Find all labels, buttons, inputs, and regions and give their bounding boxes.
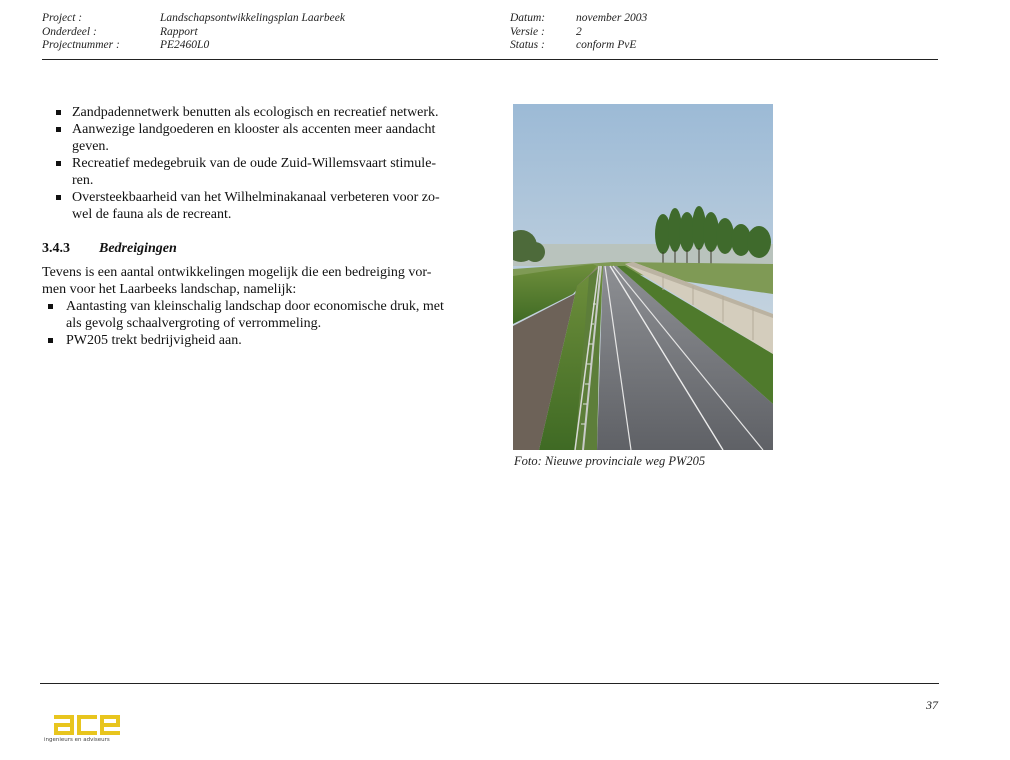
list-item: PW205 trekt bedrijvigheid aan. <box>42 332 466 349</box>
list-item: Recreatief medegebruik van de oude Zuid-Willemsvaart stimule- ren. <box>42 155 466 189</box>
header-value-onderdeel: Rapport <box>160 25 198 38</box>
bullet-square-icon <box>56 195 61 200</box>
header-value-datum: november 2003 <box>576 12 648 24</box>
bullet-square-icon <box>56 161 61 166</box>
header-label-project: Project : <box>42 12 83 24</box>
page-number: 37 <box>926 698 938 712</box>
threats-list <box>42 298 466 349</box>
header-label-versie: Versie : <box>510 25 545 38</box>
header-label-projectnummer: Projectnummer : <box>42 39 120 51</box>
bullet-square-icon <box>56 110 61 115</box>
list-item: Aanwezige landgoederen en klooster als accenten meer aandacht geven. <box>42 121 466 155</box>
header-value-project: Landschapsontwikkelingsplan Laarbeek <box>160 12 345 24</box>
list-item: Oversteekbaarheid van het Wilhelminakanaal verbeteren voor zo- wel de fauna als de recreant. <box>42 189 466 223</box>
bullet-square-icon <box>56 127 61 132</box>
section-heading <box>42 240 466 257</box>
road-photo <box>513 104 773 450</box>
bullet-square-icon <box>48 304 53 309</box>
logo-tagline: ingenieurs en adviseurs <box>44 737 110 743</box>
header-labels-left <box>42 12 120 53</box>
section-intro: Tevens is een aantal ontwikkelingen mogelijk die een bedreiging vor- men voor het Laarbeeks landschap, namelijk: <box>42 265 432 297</box>
list-item: Aantasting van kleinschalig landschap door economische druk, met als gevolg schaalvergroting of verrommeling. <box>42 298 466 332</box>
header-value-versie: 2 <box>576 25 582 38</box>
opportunities-list <box>42 104 466 223</box>
header-value-status: conform PvE <box>576 39 637 51</box>
footer-rule <box>40 683 939 684</box>
body-text-column <box>42 104 466 349</box>
section-title: Bedreigingen <box>99 241 177 256</box>
bullet-square-icon <box>48 338 53 343</box>
photo-caption: Foto: Nieuwe provinciale weg PW205 <box>514 454 706 468</box>
document-header <box>42 12 938 60</box>
header-labels-right <box>510 12 545 53</box>
header-label-datum: Datum: <box>510 12 546 24</box>
header-value-projectnummer: PE2460L0 <box>160 39 210 51</box>
list-item: Zandpadennetwerk benutten als ecologisch en recreatief netwerk. <box>42 104 466 121</box>
section-number: 3.4.3 <box>42 241 70 256</box>
header-values-left <box>160 12 345 53</box>
header-label-status: Status : <box>510 39 545 51</box>
header-values-right <box>576 12 647 53</box>
header-label-onderdeel: Onderdeel : <box>42 25 97 38</box>
